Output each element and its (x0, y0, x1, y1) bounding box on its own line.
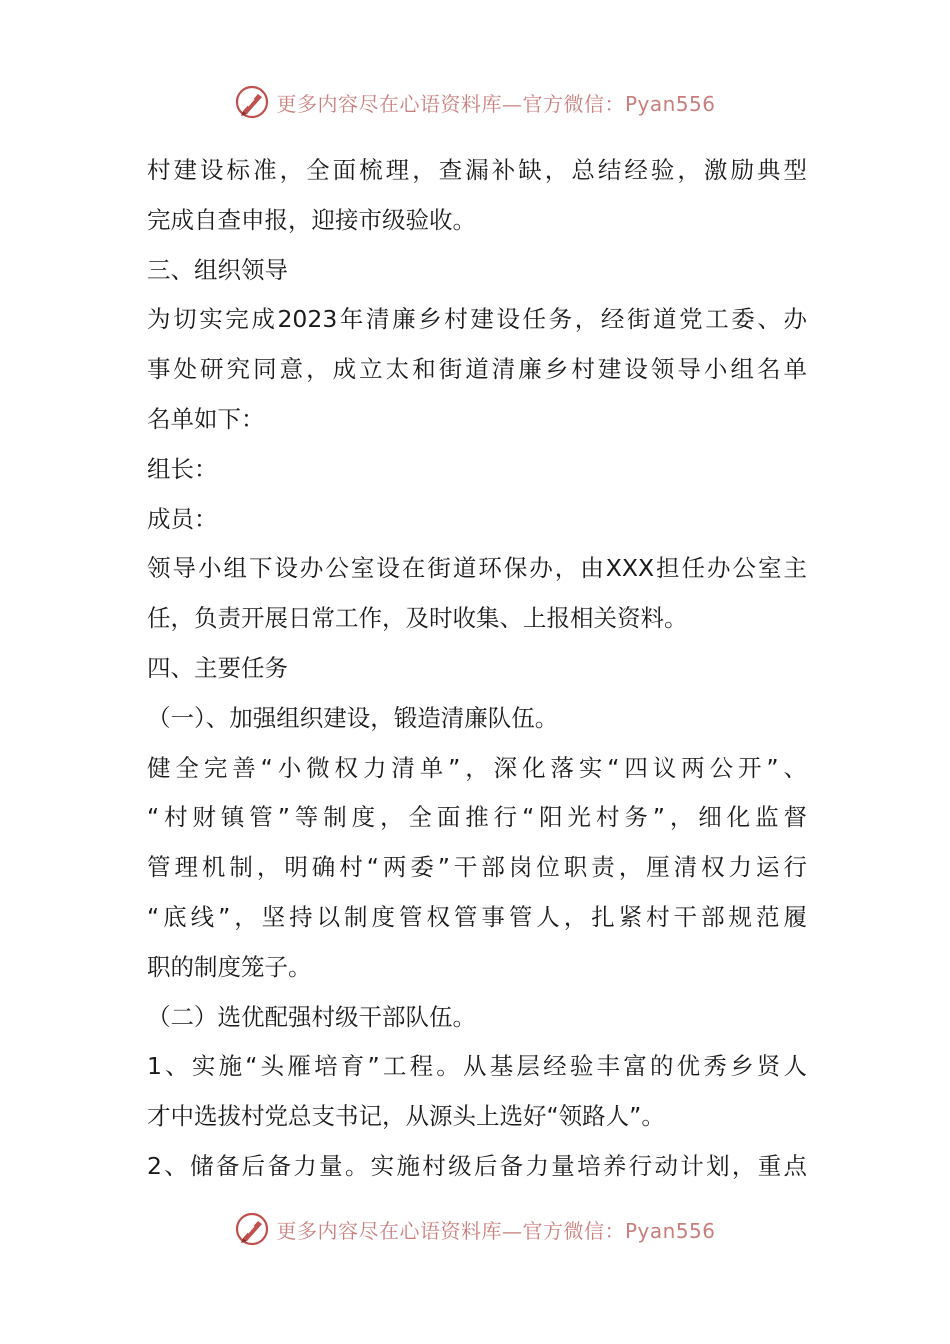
watermark-text: 更多内容尽在心语资料库—官方微信：Pyan556 (276, 91, 716, 116)
document-body (147, 146, 807, 1192)
paragraph-line: 完成自查申报，迎接市级验收。 (147, 205, 476, 234)
paragraph-line: “底线”，坚持以制度管权管事管人，扎紧村干部规范履 (147, 902, 807, 931)
paragraph-line: “村财镇管”等制度，全面推行“阳光村务”，细化监督 (147, 803, 807, 832)
subsection-heading: （一）、加强组织建设，锻造清廉队伍。 (147, 703, 559, 732)
watermark-text: 更多内容尽在心语资料库—官方微信：Pyan556 (276, 1218, 716, 1243)
paragraph-line: 职的制度笼子。 (147, 952, 312, 981)
paragraph-line: 健全完善“小微权力清单”，深化落实“四议两公开”、 (147, 753, 807, 782)
paragraph-line: 才中选拔村党总支书记，从源头上选好“领路人”。 (147, 1102, 665, 1131)
section-heading: 三、组织领导 (147, 255, 288, 284)
paragraph-line: 管理机制，明确村“两委”干部岗位职责，厘清权力运行 (147, 853, 807, 882)
paragraph-line: 事处研究同意，成立太和街道清廉乡村建设领导小组名单 (147, 355, 807, 384)
paragraph-line: 为切实完成2023年清廉乡村建设任务，经街道党工委、办 (147, 305, 807, 334)
paragraph-line: 任，负责开展日常工作，及时收集、上报相关资料。 (147, 604, 688, 633)
paragraph-line: 名单如下： (147, 404, 265, 433)
paragraph-line: 2、储备后备力量。实施村级后备力量培养行动计划，重点 (147, 1151, 807, 1180)
paragraph-line: 成员： (147, 504, 218, 533)
paragraph-line: 组长： (147, 454, 218, 483)
pen-logo-icon (234, 1211, 270, 1247)
subsection-heading: （二）选优配强村级干部队伍。 (147, 1002, 476, 1031)
section-heading: 四、主要任务 (147, 653, 288, 682)
paragraph-line: 领导小组下设办公室设在街道环保办，由XXX担任办公室主 (147, 554, 807, 583)
watermark-footer (0, 1209, 950, 1249)
paragraph-line: 村建设标准，全面梳理，查漏补缺，总结经验，激励典型 (147, 156, 807, 184)
pen-logo-icon (234, 84, 270, 120)
watermark-header (0, 82, 950, 122)
paragraph-line: 1、实施“头雁培育”工程。从基层经验丰富的优秀乡贤人 (147, 1052, 807, 1081)
